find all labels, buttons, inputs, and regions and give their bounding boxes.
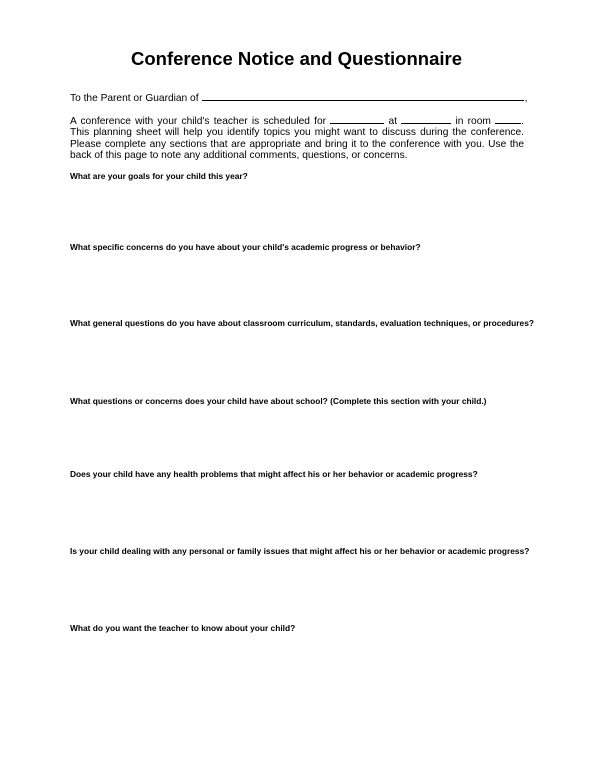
date-blank [330, 115, 384, 124]
addressee-line [70, 91, 528, 105]
addressee-comma: , [524, 93, 528, 104]
intro-text-3: in room [455, 116, 491, 127]
question-child-concerns: What questions or concerns does your child have about school? (Complete this section with your child.) [70, 396, 487, 406]
question-specific-concerns: What specific concerns do you have about your child's academic progress or behavior? [70, 242, 421, 252]
question-goals: What are your goals for your child this year? [70, 171, 248, 181]
intro-text-1: A conference with your child's teacher is scheduled for [70, 116, 327, 127]
child-name-blank [202, 91, 524, 101]
question-personal-issues: Is your child dealing with any personal or family issues that might affect his or her behavior or academic progress? [70, 546, 530, 556]
room-blank [495, 115, 521, 124]
document-title: Conference Notice and Questionnaire [130, 48, 462, 69]
question-health-problems: Does your child have any health problems that might affect his or her behavior or academic progress? [70, 469, 478, 479]
question-general-questions: What general questions do you have about classroom curriculum, standards, evaluation techniques, or procedures? [70, 318, 534, 328]
question-teacher-should-know: What do you want the teacher to know about your child? [70, 623, 296, 633]
intro-text-2: at [388, 116, 398, 127]
intro-text-4: . This planning sheet will help you identify topics you might want to discuss during the conference. Please complete any sections that are appropriate and bring it to the conference with you. Use the back of this page to note any additional comments, questions, or concerns. [70, 116, 524, 162]
addressee-label: To the Parent or Guardian of [70, 93, 199, 104]
intro-paragraph [70, 115, 524, 162]
time-blank [401, 115, 451, 124]
